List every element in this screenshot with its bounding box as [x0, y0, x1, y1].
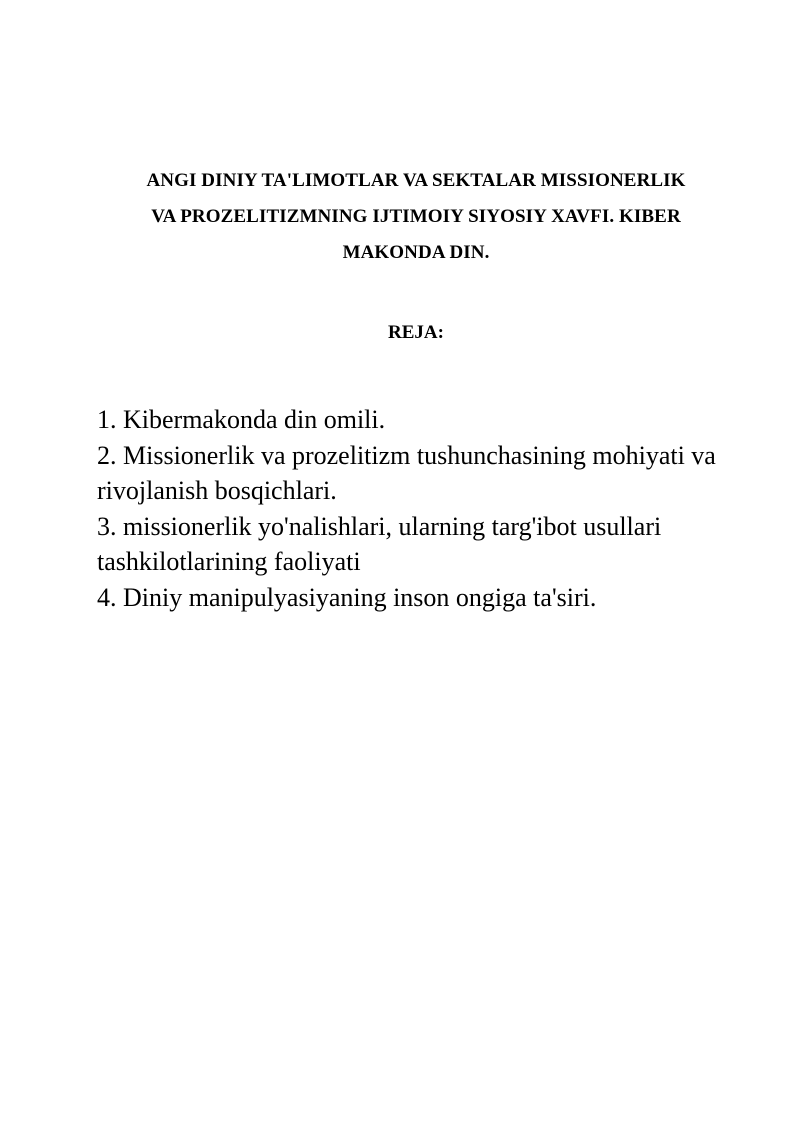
plan-item-1: 1. Kibermakonda din omili.	[97, 405, 386, 434]
title-line-3: MAKONDA DIN.	[342, 242, 490, 263]
plan-heading: REJA:	[388, 322, 444, 343]
plan-item-2: 2. Missionerlik va prozelitizm tushunchasining mohiyati va rivojlanish bosqichlari.	[97, 440, 716, 505]
title-line-1: ANGI DINIY TA'LIMOTLAR VA SEKTALAR MISSIONERLIK	[146, 170, 686, 191]
plan-list	[97, 402, 757, 615]
plan-item-4: 4. Diniy manipulyasiyaning inson ongiga ta'siri.	[97, 582, 597, 612]
plan-item-3: 3. missionerlik yo'nalishlari, ularning targ'ibot usullari tashkilotlarining faoliyati	[97, 511, 662, 576]
title-line-2: VA PROZELITIZMNING IJTIMOIY SIYOSIY XAVFI. KIBER	[151, 206, 681, 227]
document-title	[96, 163, 736, 271]
